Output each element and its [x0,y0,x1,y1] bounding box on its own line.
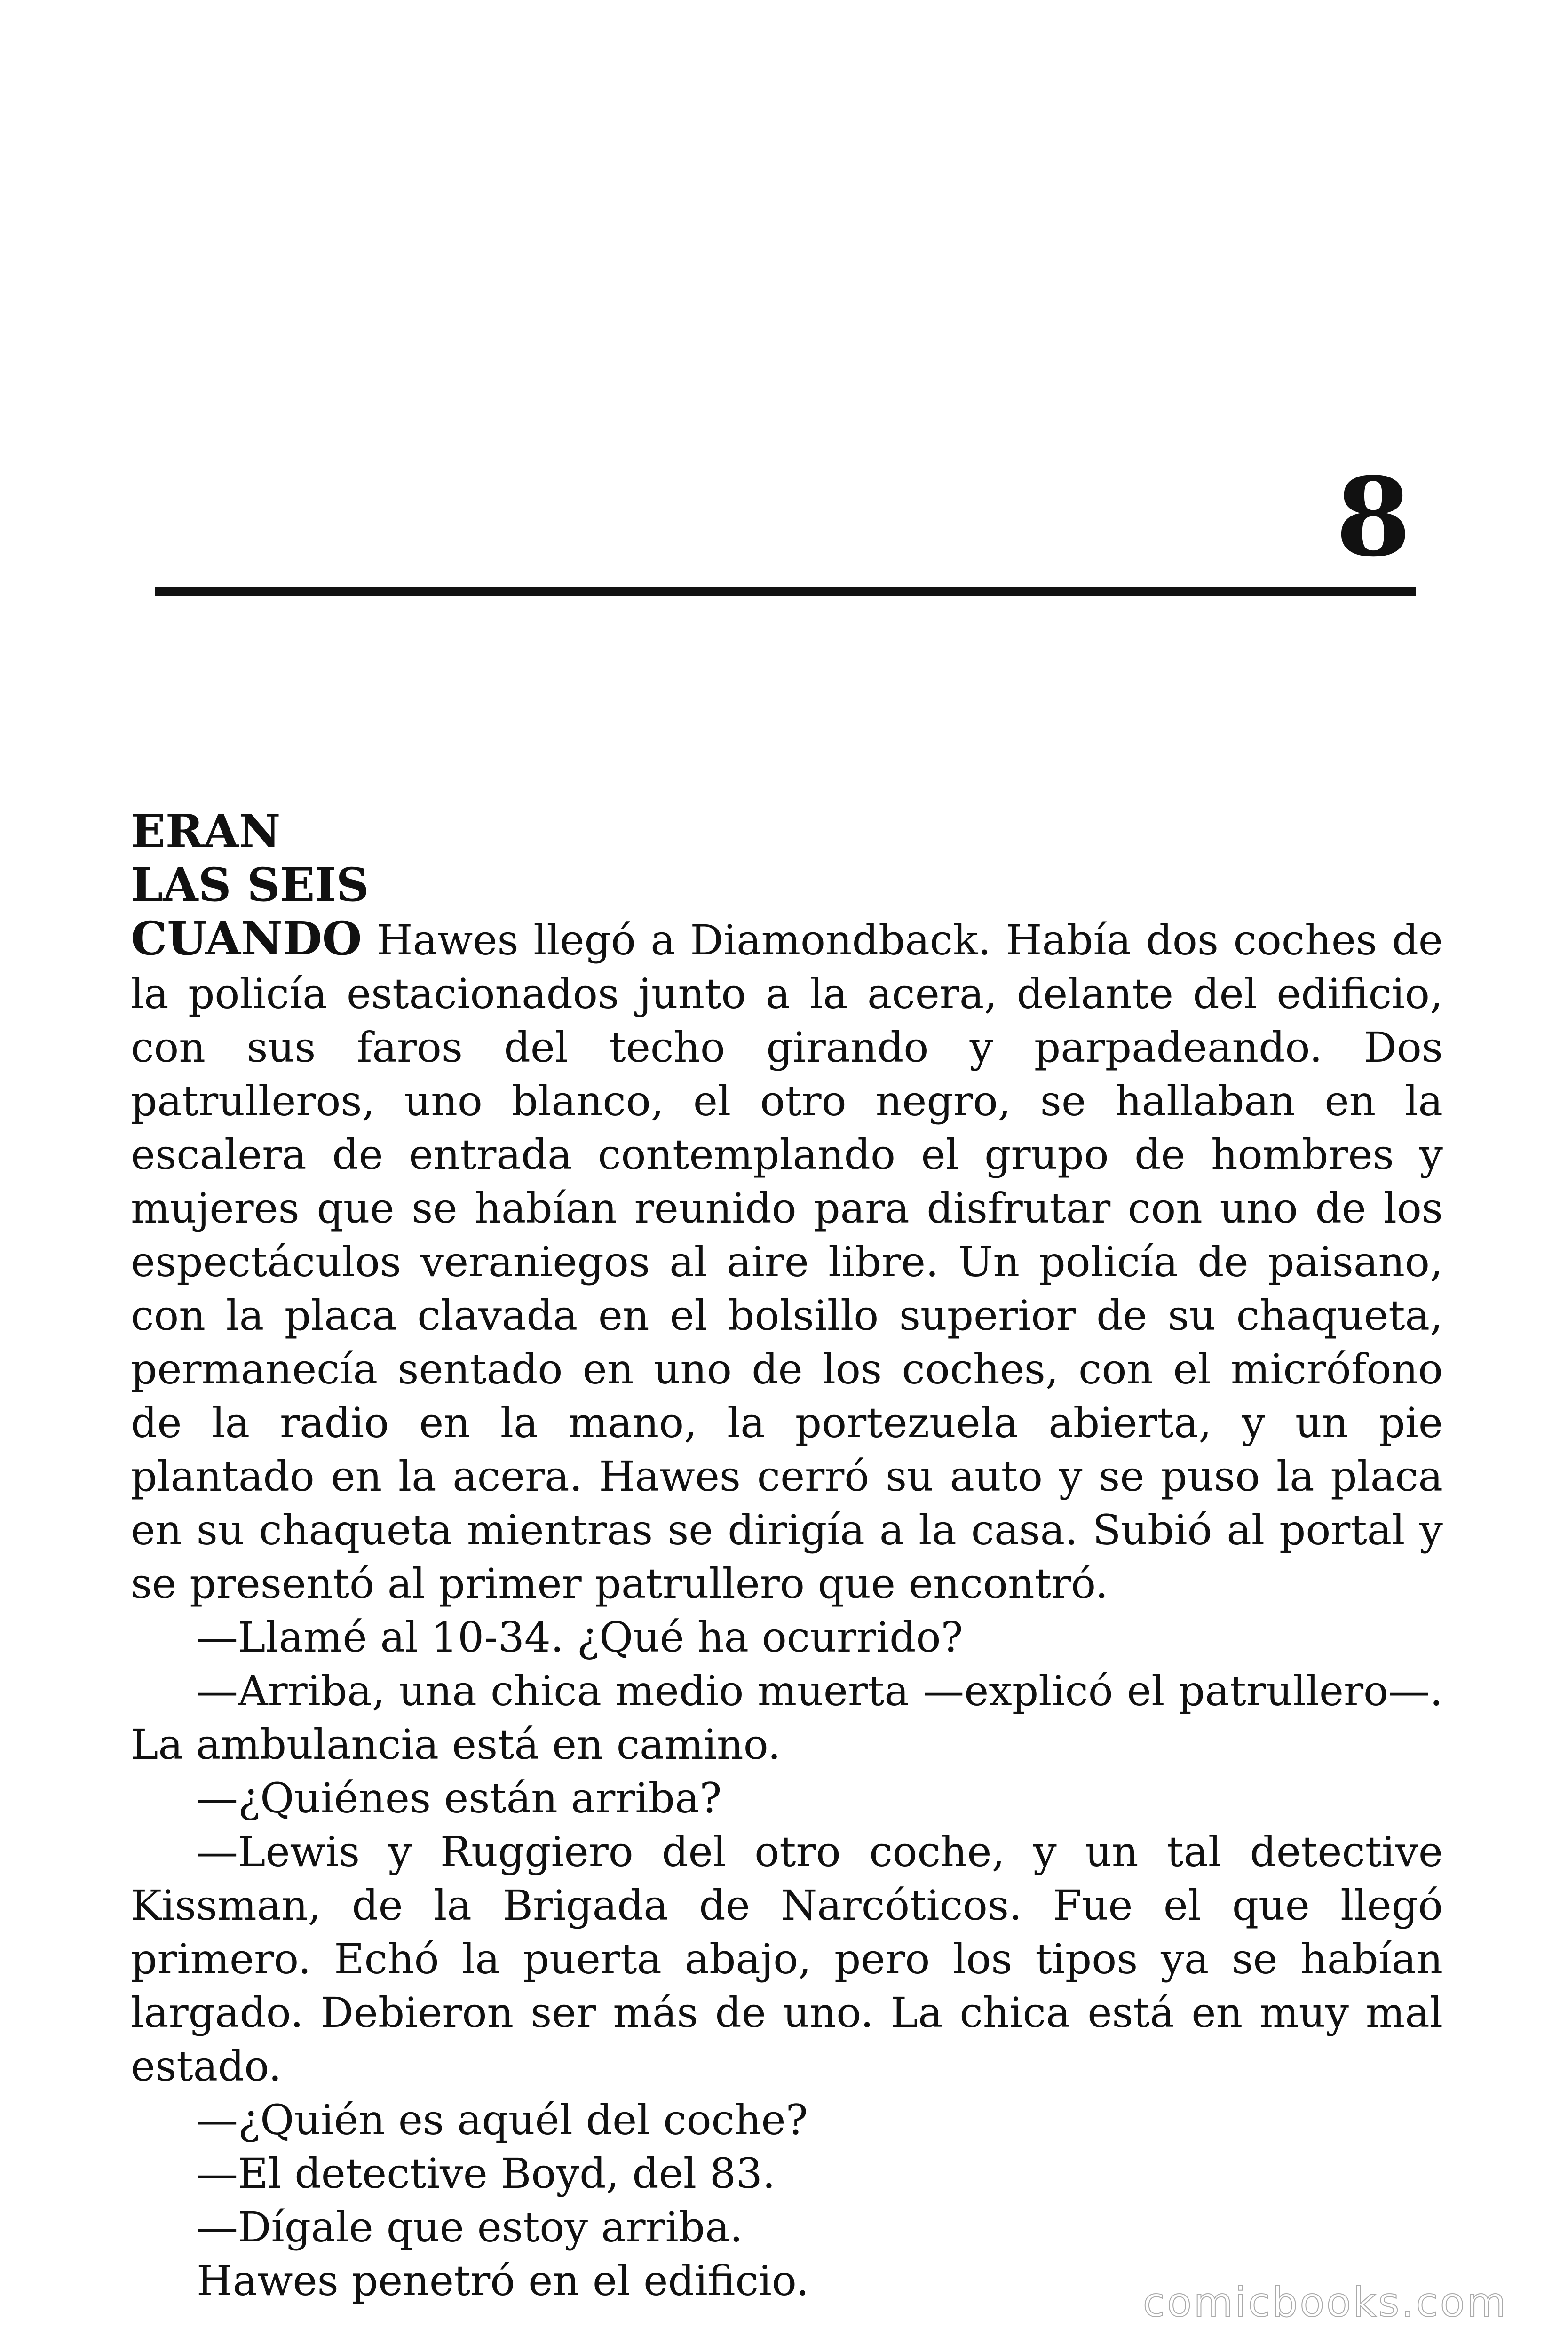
dialogue-paragraph: —Dígale que estoy arriba. [197,2203,743,2251]
dialogue-paragraph: —El detective Boyd, del 83. [197,2149,776,2198]
opening-paragraph [131,804,1443,1611]
opening-caps-line-3: CUANDO [131,912,362,965]
opening-caps-line-1: ERAN [131,804,281,858]
dialogue-paragraph: —Llamé al 10-34. ¿Qué ha ocurrido? [197,1613,963,1661]
closing-paragraph: Hawes penetró en el edificio. [197,2257,809,2305]
dialogue-paragraph: —Arriba, una chica medio muerta —explicó el patrullero—. La ambulancia está en camino. [131,1667,1443,1769]
dialogue-paragraph: —¿Quiénes están arriba? [197,1774,722,1822]
dialogue-paragraph: —Lewis y Ruggiero del otro coche, y un tal detective Kissman, de la Brigada de Narcóticos. Fue el que llegó primero. Echó la puerta abajo, pero los tipos ya se habían largado. Debieron ser más de uno. La chica está en muy mal estado. [131,1828,1443,2090]
opening-paragraph-text: Hawes llegó a Diamondback. Había dos coches de la policía estacionados junto a la acera, delante del edificio, con sus faros del techo girando y parpadeando. Dos patrulleros, uno blanco, el otro negro, se hallaban en la escalera de entrada contemplando el grupo de hombres y mujeres que se habían reunido para disfrutar con uno de los espectáculos veraniegos al aire libre. Un policía de paisano, con la placa clavada en el bolsillo superior de su chaqueta, permanecía sentado en uno de los coches, con el micrófono de la radio en la mano, la portezuela abierta, y un pie plantado en la acera. Hawes cerró su auto y se puso la placa en su chaqueta mientras se dirigía a la casa. Subió al portal y se presentó al primer patrullero que encontró. [131,916,1443,1608]
chapter-number: 8 [1335,454,1411,581]
chapter-text [131,804,1443,2308]
dialogue-paragraph: —¿Quién es aquél del coche? [197,2096,808,2144]
watermark: comicbooks.com [1143,2279,1508,2326]
opening-caps-line-2: LAS SEIS [131,858,369,912]
chapter-rule [155,587,1416,596]
